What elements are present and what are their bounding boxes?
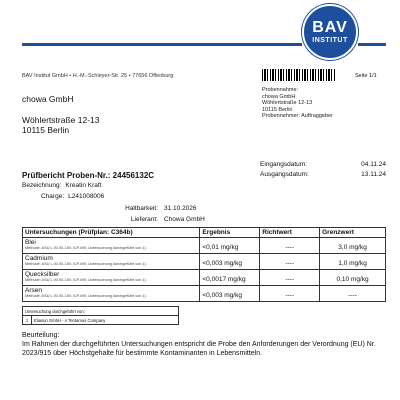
bav-logo: [302, 4, 358, 60]
shelf-life-value: 31.10.2026: [164, 205, 197, 212]
issued-date-value: 13.11.24: [361, 171, 386, 178]
issued-date-row: [260, 170, 386, 180]
results-table: [22, 227, 386, 302]
subcontractor-row: [23, 316, 179, 325]
header-result: Ergebnis: [200, 228, 260, 238]
assessment-section: [22, 332, 388, 358]
page-number: Seite 1/1: [355, 73, 377, 79]
recipient-city: 10115 Berlin: [22, 125, 70, 135]
issued-date-label: Ausgangsdatum:: [260, 171, 309, 178]
table-row: [23, 270, 386, 286]
assessment-heading: Beurteilung:: [22, 332, 60, 339]
analyte-method: Methode: ASU L 00.00-135; ICP-MS; Untersuchung durchgeführt von 1): [25, 246, 146, 250]
logo-text-institut: INSTITUT: [312, 37, 348, 44]
recipient-address: [22, 94, 99, 135]
analyte-cell: [23, 286, 200, 302]
date-block: [260, 160, 386, 180]
subcontractor-header: Untersuchung durchgeführt von:: [23, 307, 179, 316]
analyte-name: Cadmium: [25, 255, 53, 262]
header-analysis: Untersuchungen (Prüfplan: C364b): [23, 228, 200, 238]
header-limit-value: Grenzwert: [320, 228, 386, 238]
guide-value: ----: [260, 238, 320, 254]
limit-value: 1,0 mg/kg: [320, 254, 386, 270]
designation-label: Bezeichnung:: [22, 182, 62, 189]
batch-label: Charge:: [41, 192, 65, 200]
guide-value: ----: [260, 254, 320, 270]
received-date-row: [260, 160, 386, 170]
limit-value: ----: [320, 286, 386, 302]
analyte-cell: [23, 270, 200, 286]
sampling-line: chowa GmbH: [262, 93, 296, 100]
assessment-text: Im Rahmen der durchgeführten Untersuchungen entspricht die Probe den Anforderungen der Verordnung (EU) Nr. 2023/915 über Höchstgehalte für bestimmte Kontaminanten in Lebensmitteln.: [22, 341, 376, 357]
subcontractor-number: 1: [23, 316, 32, 325]
header-guide-value: Richtwert: [260, 228, 320, 238]
batch-value: L241008006: [68, 192, 105, 200]
analyte-name: Blei: [25, 239, 36, 246]
subcontractor-table: [22, 306, 179, 325]
analyte-method: Methode: ASU L 00.00-135; ICP-MS; Untersuchung durchgeführt von 1): [25, 278, 146, 282]
sampling-info: [262, 87, 333, 120]
shelf-life-label: Haltbarkeit:: [125, 205, 158, 212]
table-row: [23, 238, 386, 254]
sampling-line: Probennahme:: [262, 87, 299, 93]
designation-value: Kreatin Kraft: [65, 182, 102, 189]
subcontractor-name: Eliasun GmbH - A Tentamus Company: [32, 316, 179, 325]
designation-row: [22, 181, 104, 192]
barcode: [262, 69, 336, 81]
sampling-line: Wöhlertstraße 12-13: [262, 100, 313, 106]
supplier-value: Chowa GmbH: [164, 215, 205, 223]
subcontractor-header-row: [23, 307, 179, 316]
sampling-line: Probennehmer: Auftraggeber: [262, 113, 333, 119]
table-row: [23, 286, 386, 302]
analyte-method: Methode: ASU L 00.00-135; ICP-MS; Untersuchung durchgeführt von 1): [25, 294, 146, 298]
analyte-name: Arsen: [25, 287, 42, 294]
result-value: <0,003 mg/kg: [200, 254, 260, 270]
sender-address: BAV Institut GmbH • H.-M.-Schleyer-Str. 25 • 77656 Offenburg: [22, 73, 174, 79]
limit-value: 0,10 mg/kg: [320, 270, 386, 286]
limit-value: 3,0 mg/kg: [320, 238, 386, 254]
logo-text-bav: BAV: [312, 19, 348, 36]
sampling-line: 10115 Berlin: [262, 106, 293, 113]
batch-row: [22, 192, 104, 203]
received-date-label: Eingangsdatum:: [260, 161, 307, 168]
result-value: <0,0017 mg/kg: [200, 270, 260, 286]
result-value: <0,01 mg/kg: [200, 238, 260, 254]
report-title: Prüfbericht Proben-Nr.: 24456132C: [22, 171, 155, 180]
recipient-name: chowa GmbH: [22, 94, 74, 104]
table-row: [23, 254, 386, 270]
header-rule-right: [358, 43, 386, 46]
recipient-street: Wöhlertstraße 12-13: [22, 115, 100, 125]
received-date-value: 04.11.24: [361, 161, 386, 168]
analyte-method: Methode: ASU L 00.00-135; ICP-MS; Untersuchung durchgeführt von 1): [25, 262, 146, 266]
result-value: <0,003 mg/kg: [200, 286, 260, 302]
guide-value: ----: [260, 286, 320, 302]
supplier-row: [100, 215, 205, 226]
analyte-cell: [23, 254, 200, 270]
guide-value: ----: [260, 270, 320, 286]
analyte-cell: [23, 238, 200, 254]
supplier-label: Lieferant:: [130, 215, 158, 223]
sample-meta-2: [100, 204, 205, 225]
results-header-row: [23, 228, 386, 238]
shelf-life-row: [100, 204, 205, 215]
header-rule-left: [22, 43, 302, 46]
sample-meta: [22, 181, 104, 202]
analyte-name: Quecksilber: [25, 271, 60, 278]
